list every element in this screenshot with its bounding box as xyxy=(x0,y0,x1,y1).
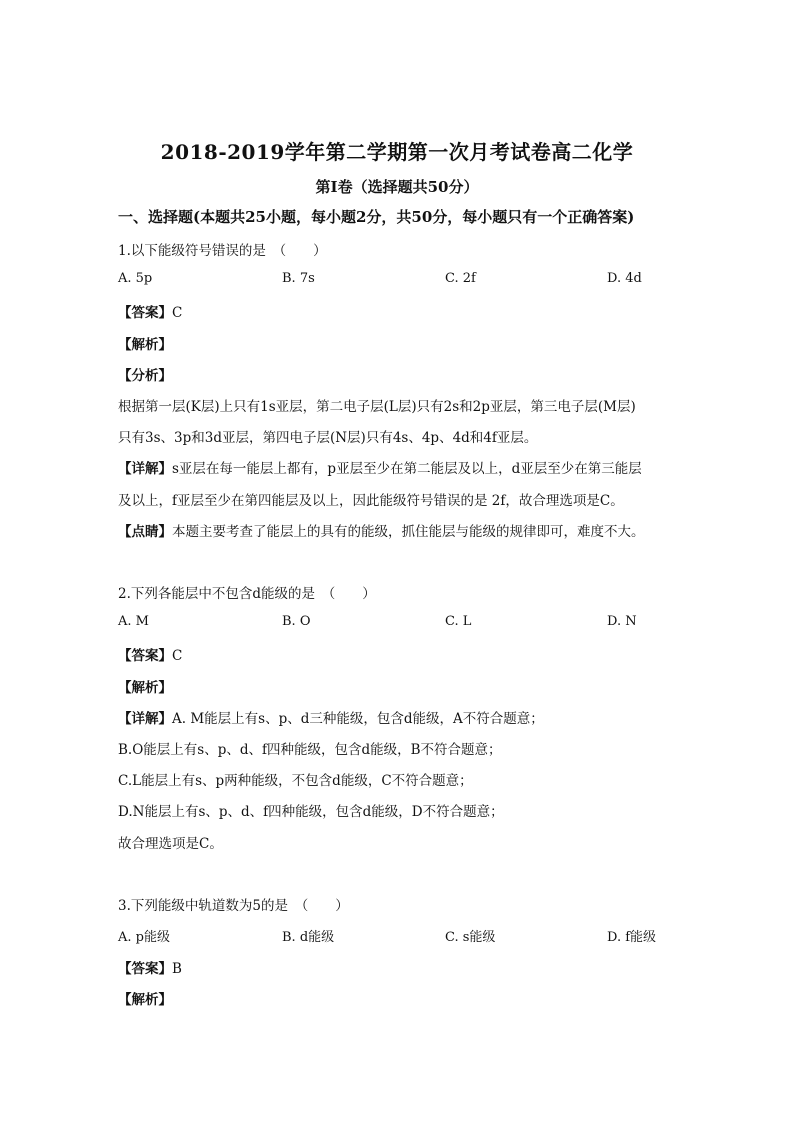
q3-option-c: C. s能级 xyxy=(445,930,496,945)
q2-option-c: C. L xyxy=(445,614,472,629)
q3-explanation-label: 【解析】 xyxy=(118,992,172,1008)
q1-answer xyxy=(118,301,182,321)
q3-answer xyxy=(118,957,182,977)
q1-options xyxy=(118,271,678,291)
q3-option-b: B. d能级 xyxy=(282,930,335,945)
q1-stem: 1.以下能级符号错误的是 （ ） xyxy=(118,243,327,259)
q2-conclusion: 故合理选项是C。 xyxy=(118,836,223,852)
q2-option-b: B. O xyxy=(282,614,311,629)
section-heading: 一、选择题(本题共25小题，每小题2分，共50分，每小题只有一个正确答案) xyxy=(118,208,635,226)
q2-detail xyxy=(118,707,544,727)
answer-label: 【答案】 xyxy=(118,961,172,977)
q1-explanation-label: 【解析】 xyxy=(118,337,172,353)
comment-label: 【点睛】 xyxy=(118,524,172,540)
detail-label: 【详解】 xyxy=(118,711,172,727)
detail-text: A. M能层上有s、p、d三种能级，包含d能级，A不符合题意； xyxy=(172,711,544,727)
q2-option-a: A. M xyxy=(118,614,149,629)
answer-value: B xyxy=(172,961,182,977)
q2-options xyxy=(118,614,678,634)
q2-answer xyxy=(118,644,182,664)
q2-explanation-label: 【解析】 xyxy=(118,680,172,696)
detail-text: s亚层在每一能层上都有，p亚层至少在第二能层及以上，d亚层至少在第三能层 xyxy=(172,461,642,477)
q1-detail-line-2: 及以上，f亚层至少在第四能层及以上，因此能级符号错误的是 2f，故合理选项是C。 xyxy=(118,493,624,509)
answer-label: 【答案】 xyxy=(118,648,172,664)
q3-stem: 3.下列能级中轨道数为5的是 （ ） xyxy=(118,898,349,914)
q1-analysis-line-1: 根据第一层(K层)上只有1s亚层，第二电子层(L层)只有2s和2p亚层，第三电子层(M层) xyxy=(118,399,636,415)
page-subtitle: 第Ⅰ卷（选择题共50分） xyxy=(315,178,479,196)
q1-option-d: D. 4d xyxy=(607,271,642,286)
q1-detail xyxy=(118,457,642,477)
q2-detail-line-d: D.N能层上有s、p、d、f四种能级，包含d能级，D不符合题意； xyxy=(118,804,504,820)
q1-option-a: A. 5p xyxy=(118,271,153,286)
q2-detail-line-b: B.O能层上有s、p、d、f四种能级，包含d能级，B不符合题意； xyxy=(118,742,502,758)
q3-option-a: A. p能级 xyxy=(118,930,170,945)
q2-option-d: D. N xyxy=(607,614,637,629)
answer-value: C xyxy=(172,648,183,664)
answer-label: 【答案】 xyxy=(118,305,172,321)
q3-options xyxy=(118,926,678,946)
q2-detail-line-c: C.L能层上有s、p两种能级，不包含d能级，C不符合题意； xyxy=(118,773,473,789)
answer-value: C xyxy=(172,305,183,321)
q1-option-c: C. 2f xyxy=(445,271,476,286)
q1-analysis-line-2: 只有3s、3p和3d亚层，第四电子层(N层)只有4s、4p、4d和4f亚层。 xyxy=(118,430,538,446)
comment-text: 本题主要考查了能层上的具有的能级，抓住能层与能级的规律即可，难度不大。 xyxy=(172,524,645,540)
page-title: 2018-2019学年第二学期第一次月考试卷高二化学 xyxy=(160,140,634,164)
q2-stem: 2.下列各能层中不包含d能级的是 （ ） xyxy=(118,586,376,602)
q1-option-b: B. 7s xyxy=(282,271,315,286)
q3-option-d: D. f能级 xyxy=(607,930,657,945)
q1-analysis-label: 【分析】 xyxy=(118,368,172,384)
q1-comment xyxy=(118,520,645,540)
detail-label: 【详解】 xyxy=(118,461,172,477)
